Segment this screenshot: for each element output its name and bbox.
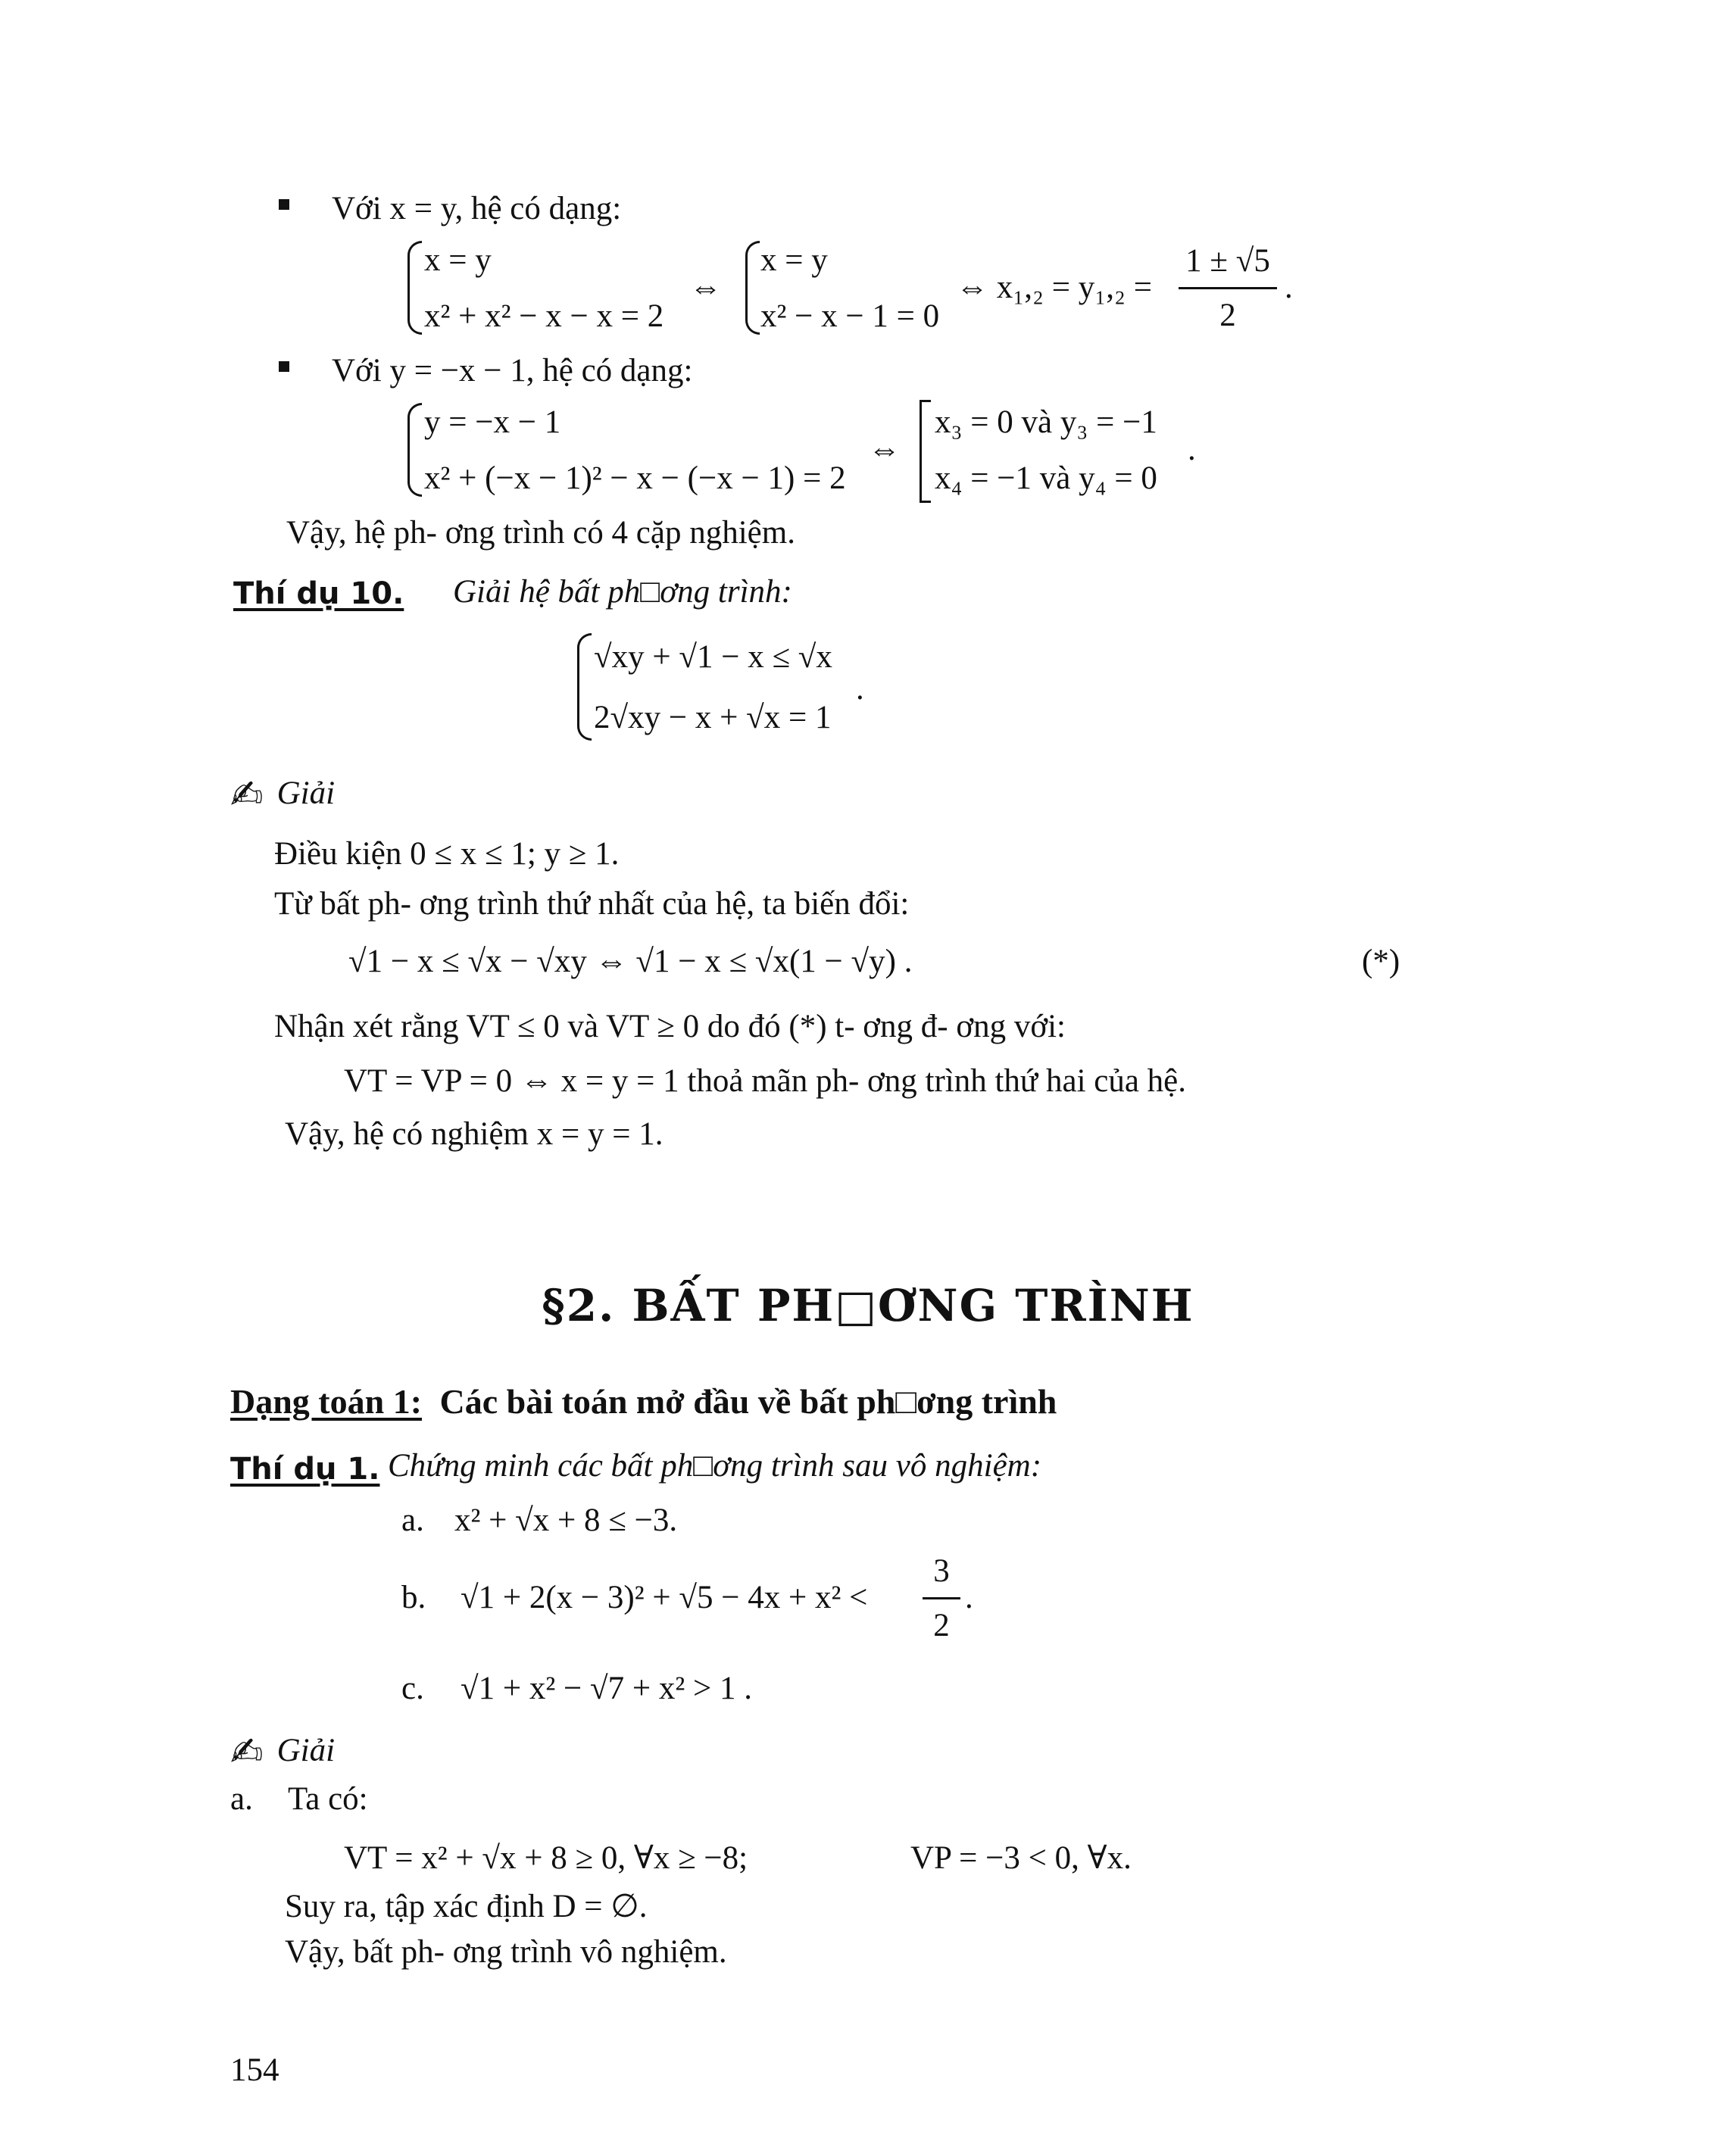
topic-label: Dạng toán 1: <box>230 1382 423 1421</box>
case2-sol1: x₃ = 0 và y₃ = −1 <box>935 404 1157 440</box>
solution-heading <box>230 772 336 818</box>
item-b-fraction <box>923 1553 960 1644</box>
solution-line4: Vậy, hệ có nghiệm x = y = 1. <box>285 1116 663 1152</box>
fraction-numerator: 3 <box>933 1553 950 1589</box>
bullet-marker <box>279 199 289 210</box>
topic-heading <box>230 1384 1057 1419</box>
item-b-label: b. <box>401 1580 426 1615</box>
pencil-icon: ✍ <box>230 1730 264 1775</box>
example-1-prompt: Chứng minh các bất ph□ơng trình sau vô nghiệm: <box>388 1448 1042 1484</box>
solution-line2: Nhận xét rằng VT ≤ 0 và VT ≥ 0 do đó (*) t- ơng đ- ơng với: <box>274 1009 1066 1044</box>
case2-sysA-eq2: x² + (−x − 1)² − x − (−x − 1) = 2 <box>424 460 846 496</box>
system-brace <box>407 403 422 497</box>
equivalence-symbol: ⇔ <box>689 270 722 305</box>
solution-vp: VP = −3 < 0, ∀x. <box>910 1840 1132 1876</box>
solution-vt: VT = x² + √x + 8 ≥ 0, ∀x ≥ −8; <box>344 1840 748 1876</box>
conclusion: Vậy, hệ ph- ơng trình có 4 cặp nghiệm. <box>286 515 795 551</box>
example-1-label: Thí dụ 1. <box>230 1452 380 1487</box>
solution-label: Giải <box>276 1733 336 1768</box>
item-b-equation: √1 + 2(x − 3)² + √5 − 4x + x² < <box>461 1580 868 1615</box>
solution-label: Giải <box>276 775 336 811</box>
period: . <box>856 671 864 707</box>
system-brace <box>745 241 760 335</box>
case1-sysB-eq1: x = y <box>760 242 828 278</box>
solution-line3: Vậy, bất ph- ơng trình vô nghiệm. <box>285 1934 727 1970</box>
topic-title: Các bài toán mở đầu về bất ph□ơng trình <box>439 1382 1057 1421</box>
solution-bracket <box>920 400 931 503</box>
solution-line2: Suy ra, tập xác định D = ∅. <box>285 1889 648 1924</box>
solution-line1: Từ bất ph- ơng trình thứ nhất của hệ, ta biến đổi: <box>274 886 910 922</box>
item-a-equation: x² + √x + 8 ≤ −3. <box>454 1503 678 1538</box>
case2-sysA-eq1: y = −x − 1 <box>424 404 561 440</box>
fraction-denominator: 2 <box>1219 298 1236 333</box>
item-c-equation: √1 + x² − √7 + x² > 1 . <box>461 1671 752 1706</box>
period: . <box>1188 432 1196 467</box>
period: . <box>1285 270 1293 305</box>
period: . <box>965 1580 973 1615</box>
item-c-label: c. <box>401 1671 424 1706</box>
case1-intro: Với x = y, hệ có dạng: <box>332 191 622 226</box>
case1-sysB-eq2: x² − x − 1 = 0 <box>760 298 940 334</box>
equation-tag: (*) <box>1362 944 1400 979</box>
case1-sysA-eq2: x² + x² − x − x = 2 <box>424 298 664 334</box>
section-title: §2. BẤT PH□ƠNG TRÌNH <box>542 1280 1194 1331</box>
fraction-denominator: 2 <box>933 1608 950 1643</box>
example-label <box>233 577 404 610</box>
example-10-label: Thí dụ 10. <box>233 576 404 611</box>
solution-a-intro: Ta có: <box>288 1781 368 1817</box>
pencil-icon: ✍ <box>230 772 264 818</box>
example-label <box>230 1453 379 1485</box>
solution-line3: VT = VP = 0 ⇔ x = y = 1 thoả mãn ph- ơng trình thứ hai của hệ. <box>344 1063 1187 1099</box>
page-number: 154 <box>230 2052 279 2088</box>
example-10-eq1: √xy + √1 − x ≤ √x <box>594 639 832 675</box>
case1-result: ⇔ x₁,₂ = y₁,₂ = <box>956 270 1152 305</box>
fraction-bar <box>1179 287 1277 289</box>
case2-sol2: x₄ = −1 và y₄ = 0 <box>935 460 1157 496</box>
case2-intro: Với y = −x − 1, hệ có dạng: <box>332 353 693 389</box>
case1-fraction <box>1179 242 1277 334</box>
solution-equation: √1 − x ≤ √x − √xy ⇔ √1 − x ≤ √x(1 − √y) . <box>348 944 913 979</box>
system-brace <box>577 633 592 741</box>
solution-heading <box>230 1730 336 1775</box>
solution-a-label: a. <box>230 1781 253 1817</box>
example-10-prompt: Giải hệ bất ph□ơng trình: <box>453 574 792 610</box>
bullet-marker <box>279 361 289 372</box>
case1-sysA-eq1: x = y <box>424 242 492 278</box>
fraction-numerator: 1 ± √5 <box>1185 243 1270 279</box>
solution-condition: Điều kiện 0 ≤ x ≤ 1; y ≥ 1. <box>274 836 620 872</box>
fraction-bar <box>923 1597 960 1599</box>
equivalence-symbol: ⇔ <box>868 432 901 467</box>
example-10-eq2: 2√xy − x + √x = 1 <box>594 700 832 735</box>
item-a-label: a. <box>401 1503 424 1538</box>
system-brace <box>407 241 422 335</box>
